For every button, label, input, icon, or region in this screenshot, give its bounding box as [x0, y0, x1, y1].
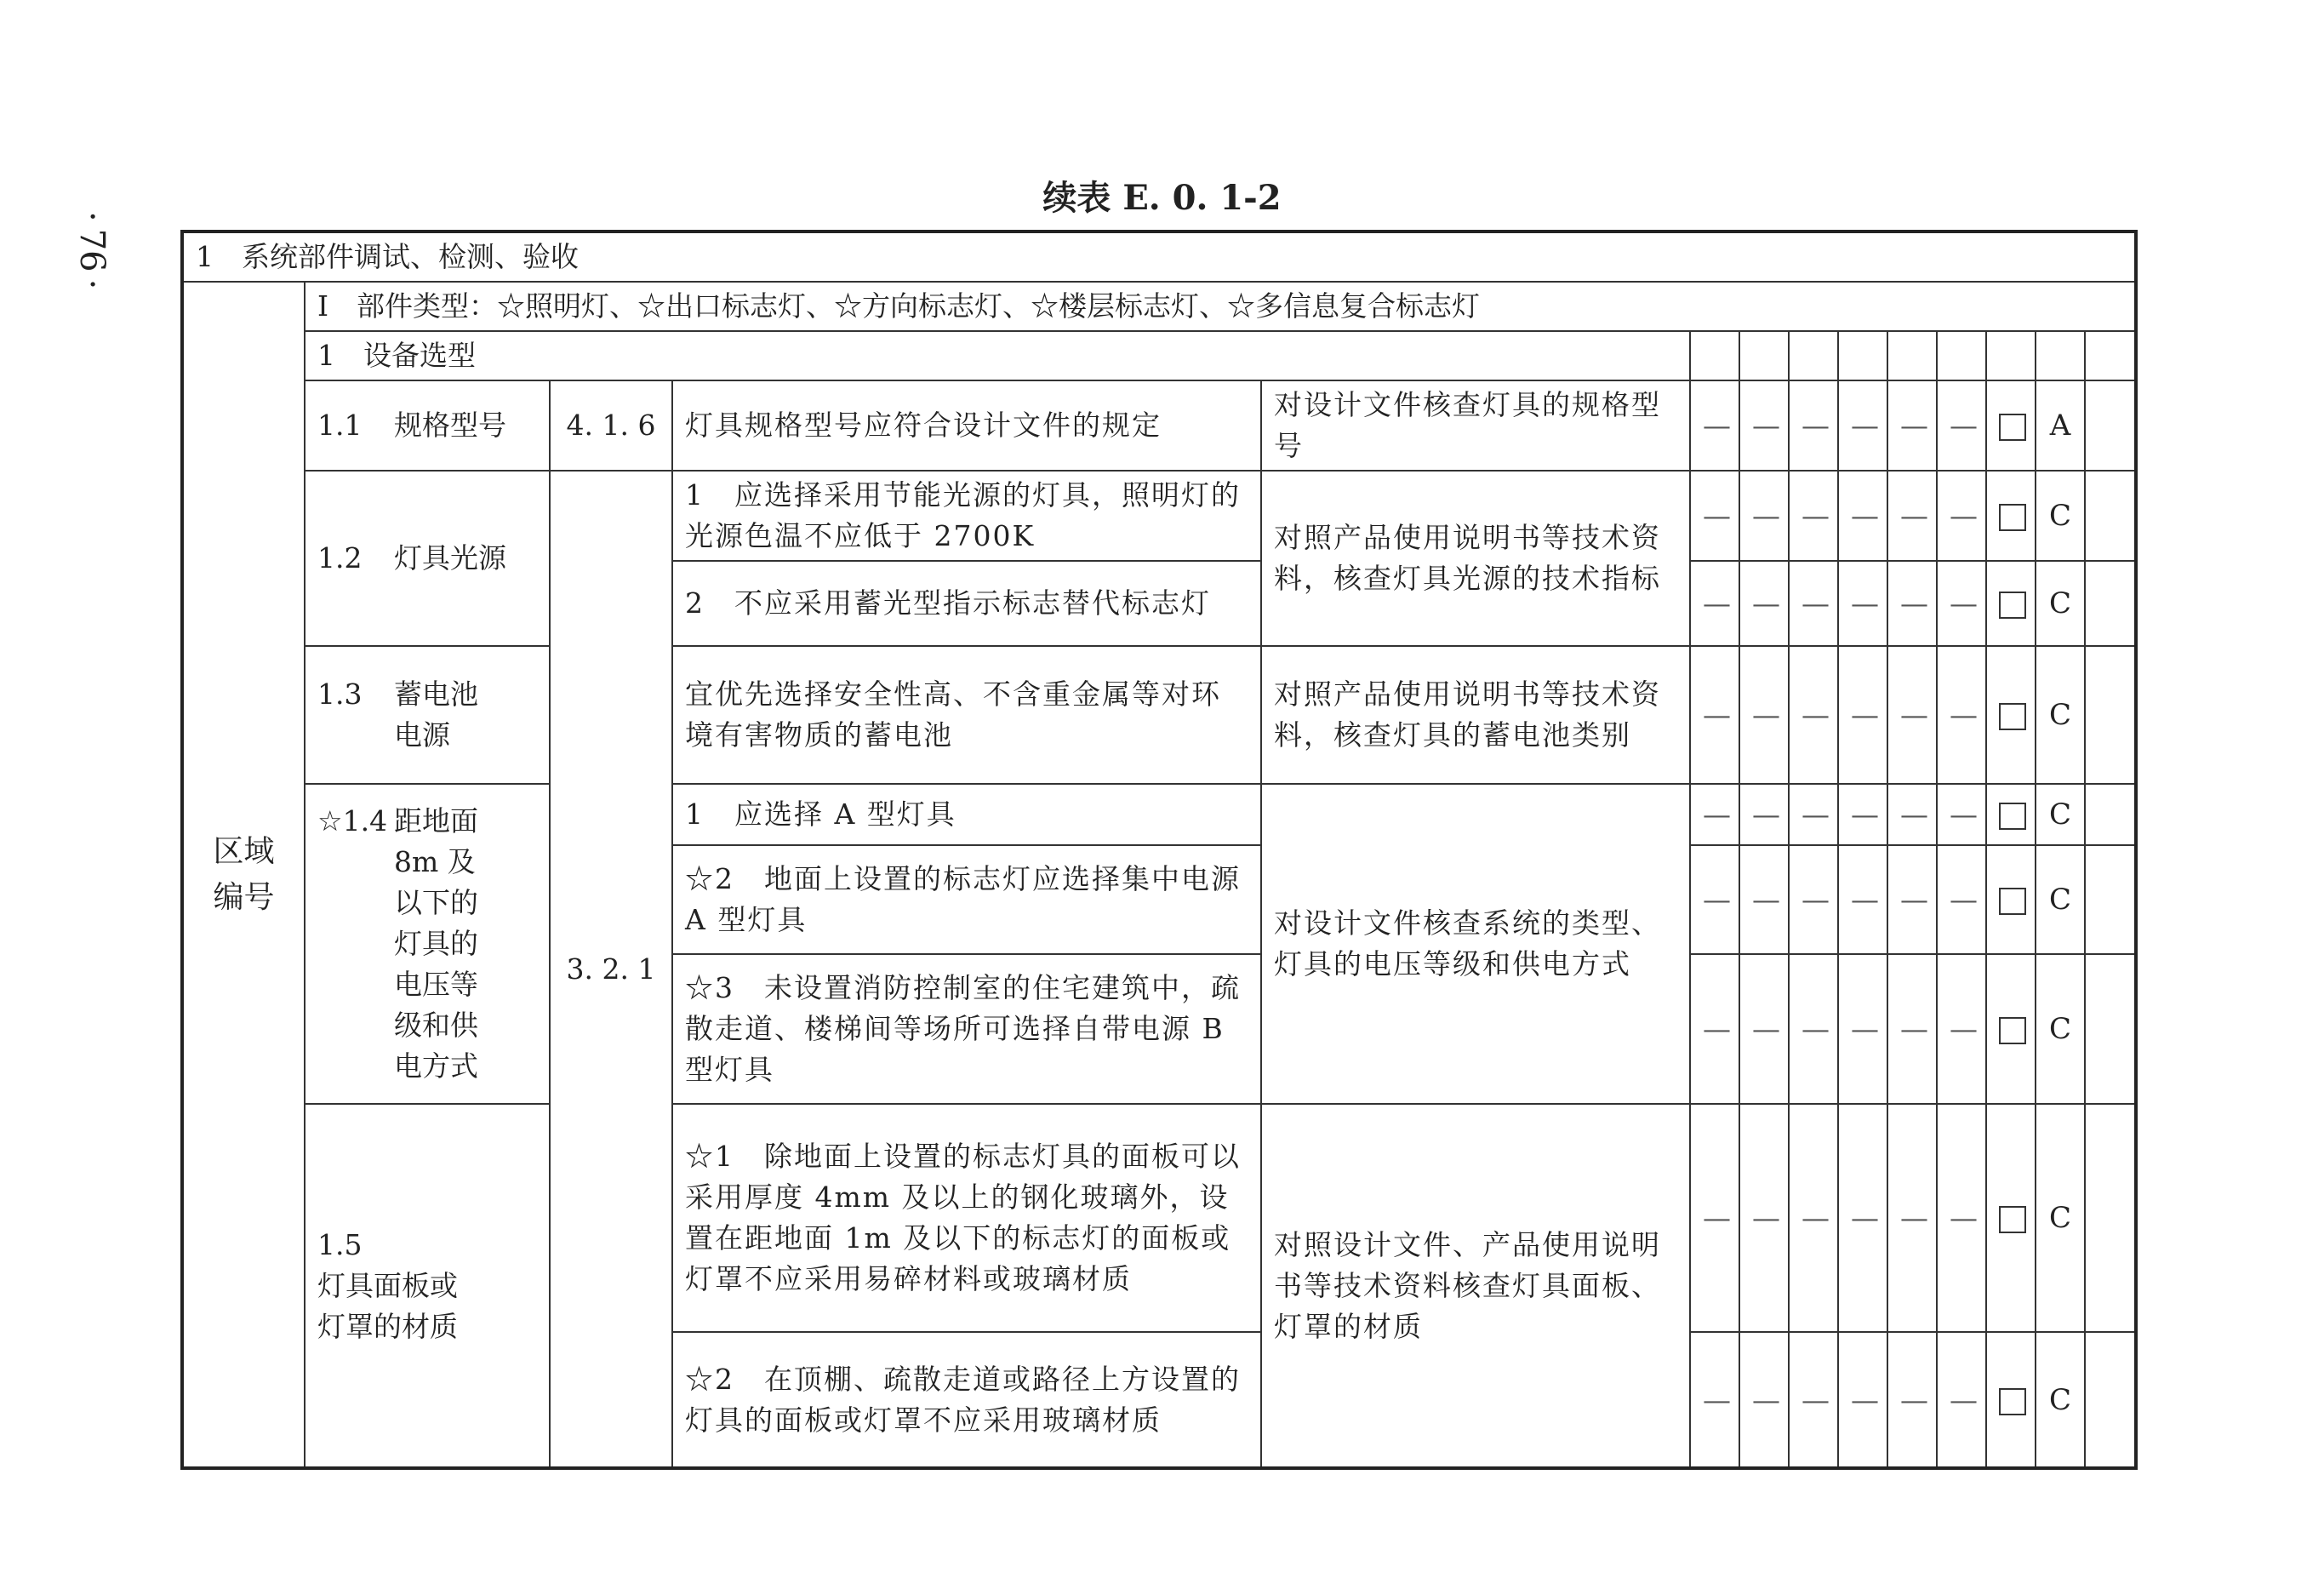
section-title: 1 系统部件调试、检测、验收	[182, 231, 2136, 282]
dash-cell: —	[1937, 471, 1986, 561]
dash-cell: —	[1838, 845, 1887, 954]
dash-cell: —	[1887, 1104, 1937, 1332]
importance-grade: C	[2036, 646, 2085, 784]
result-checkbox-cell[interactable]	[1986, 1104, 2036, 1332]
result-checkbox[interactable]	[1999, 703, 2026, 730]
page-number-text: 76	[72, 228, 111, 272]
dash-cell: —	[1838, 784, 1887, 845]
item-name: ☆1.4 距地面 8m 及以下的灯具的电压等级和供电方式	[305, 784, 550, 1104]
result-checkbox-cell[interactable]	[1986, 561, 2036, 646]
dash-cell: —	[1887, 845, 1937, 954]
dash-cell: —	[1739, 1104, 1789, 1332]
dash-cell: —	[1887, 646, 1937, 784]
item-name: 1.1 规格型号	[305, 380, 550, 471]
dash-cell: —	[1838, 471, 1887, 561]
component-type: Ⅰ 部件类型：☆照明灯、☆出口标志灯、☆方向标志灯、☆楼层标志灯、☆多信息复合标志灯	[305, 282, 2136, 331]
dash-cell: —	[1739, 784, 1789, 845]
page-number: ·76·	[72, 211, 111, 290]
importance-grade: C	[2036, 954, 2085, 1104]
dash-cell: —	[1937, 1332, 1986, 1468]
dash-cell: —	[1739, 954, 1789, 1104]
dash-cell: —	[1838, 954, 1887, 1104]
dash-cell: —	[1838, 561, 1887, 646]
dash-cell: —	[1887, 784, 1937, 845]
dash-cell: —	[1789, 1332, 1838, 1468]
check-method: 对设计文件核查灯具的规格型号	[1261, 380, 1690, 471]
requirement-text: ☆2 地面上设置的标志灯应选择集中电源 A 型灯具	[672, 845, 1261, 954]
result-checkbox[interactable]	[1999, 504, 2026, 531]
table-row	[182, 784, 2136, 845]
dash-cell: —	[1789, 954, 1838, 1104]
dash-cell: —	[1937, 561, 1986, 646]
clause-number: 3. 2. 1	[550, 471, 672, 1468]
table-row	[182, 646, 2136, 784]
result-checkbox-cell[interactable]	[1986, 1332, 2036, 1468]
check-method: 对设计文件核查系统的类型、灯具的电压等级和供电方式	[1261, 784, 1690, 1104]
dash-cell: —	[1838, 1104, 1887, 1332]
region-number-label: 区域 编号	[182, 282, 305, 1468]
importance-grade: C	[2036, 845, 2085, 954]
result-checkbox-cell[interactable]	[1986, 380, 2036, 471]
check-method: 对照产品使用说明书等技术资料，核查灯具光源的技术指标	[1261, 471, 1690, 646]
dash-cell: —	[1690, 845, 1739, 954]
requirement-text: 宜优先选择安全性高、不含重金属等对环境有害物质的蓄电池	[672, 646, 1261, 784]
dash-cell: —	[1887, 380, 1937, 471]
requirement-text: 1 应选择 A 型灯具	[672, 784, 1261, 845]
dash-cell: —	[1789, 380, 1838, 471]
dash-cell: —	[1937, 1104, 1986, 1332]
table-row	[182, 471, 2136, 561]
result-checkbox-cell[interactable]	[1986, 784, 2036, 845]
table-row	[182, 380, 2136, 471]
subsection-row	[182, 331, 2136, 380]
dash-cell: —	[1789, 471, 1838, 561]
dash-cell: —	[1690, 471, 1739, 561]
requirement-text: 灯具规格型号应符合设计文件的规定	[672, 380, 1261, 471]
check-method: 对照设计文件、产品使用说明书等技术资料核查灯具面板、灯罩的材质	[1261, 1104, 1690, 1468]
subsection-title: 1 设备选型	[305, 331, 1690, 380]
dash-cell: —	[1739, 1332, 1789, 1468]
dash-cell: —	[1789, 845, 1838, 954]
importance-grade: C	[2036, 471, 2085, 561]
dash-cell: —	[1937, 380, 1986, 471]
dash-cell: —	[1887, 954, 1937, 1104]
item-name: 1.2 灯具光源	[305, 471, 550, 646]
dash-cell: —	[1690, 1332, 1739, 1468]
dash-cell: —	[1739, 845, 1789, 954]
section-row	[182, 231, 2136, 282]
importance-grade: C	[2036, 1332, 2085, 1468]
requirement-text: ☆2 在顶棚、疏散走道或路径上方设置的灯具的面板或灯罩不应采用玻璃材质	[672, 1332, 1261, 1468]
result-checkbox[interactable]	[1999, 1388, 2026, 1415]
importance-grade: C	[2036, 1104, 2085, 1332]
dash-cell: —	[1789, 1104, 1838, 1332]
importance-grade: C	[2036, 784, 2085, 845]
item-name: 1.5灯具面板或灯罩的材质	[305, 1104, 550, 1468]
component-type-row	[182, 282, 2136, 331]
result-checkbox[interactable]	[1999, 803, 2026, 830]
item-name: 1.3 蓄电池电源	[305, 646, 550, 784]
dash-cell: —	[1887, 1332, 1937, 1468]
dash-cell: —	[1887, 471, 1937, 561]
importance-grade: C	[2036, 561, 2085, 646]
dash-cell: —	[1937, 845, 1986, 954]
dash-cell: —	[1937, 954, 1986, 1104]
dash-cell: —	[1690, 1104, 1739, 1332]
result-checkbox-cell[interactable]	[1986, 845, 2036, 954]
dash-cell: —	[1739, 561, 1789, 646]
dash-cell: —	[1690, 954, 1739, 1104]
dash-cell: —	[1838, 646, 1887, 784]
dash-cell: —	[1690, 561, 1739, 646]
dash-cell: —	[1838, 1332, 1887, 1468]
check-method: 对照产品使用说明书等技术资料，核查灯具的蓄电池类别	[1261, 646, 1690, 784]
dash-cell: —	[1838, 380, 1887, 471]
dash-cell: —	[1789, 646, 1838, 784]
dash-cell: —	[1739, 646, 1789, 784]
result-checkbox[interactable]	[1999, 592, 2026, 619]
requirement-text: 2 不应采用蓄光型指示标志替代标志灯	[672, 561, 1261, 646]
result-checkbox-cell[interactable]	[1986, 954, 2036, 1104]
dash-cell: —	[1690, 646, 1739, 784]
result-checkbox[interactable]	[1999, 1017, 2026, 1044]
requirement-text: 1 应选择采用节能光源的灯具，照明灯的光源色温不应低于 2700K	[672, 471, 1261, 561]
result-checkbox[interactable]	[1999, 414, 2026, 441]
dash-cell: —	[1937, 646, 1986, 784]
clause-number: 4. 1. 6	[550, 380, 672, 471]
dash-cell: —	[1690, 784, 1739, 845]
dash-cell: —	[1739, 380, 1789, 471]
dash-cell: —	[1789, 784, 1838, 845]
result-checkbox[interactable]	[1999, 1206, 2026, 1233]
dash-cell: —	[1739, 471, 1789, 561]
importance-grade: A	[2036, 380, 2085, 471]
requirement-text: ☆3 未设置消防控制室的住宅建筑中，疏散走道、楼梯间等场所可选择自带电源 B 型灯具	[672, 954, 1261, 1104]
dash-cell: —	[1690, 380, 1739, 471]
dash-cell: —	[1887, 561, 1937, 646]
result-checkbox-cell[interactable]	[1986, 471, 2036, 561]
table-caption: 续表 E. 0. 1-2	[1042, 178, 1282, 218]
inspection-table	[180, 230, 2138, 1470]
dash-cell: —	[1789, 561, 1838, 646]
result-checkbox-cell[interactable]	[1986, 646, 2036, 784]
dash-cell: —	[1937, 784, 1986, 845]
requirement-text: ☆1 除地面上设置的标志灯具的面板可以采用厚度 4mm 及以上的钢化玻璃外，设置在距地面 1m 及以下的标志灯的面板或灯罩不应采用易碎材料或玻璃材质	[672, 1104, 1261, 1332]
result-checkbox[interactable]	[1999, 888, 2026, 915]
table-row	[182, 1104, 2136, 1332]
